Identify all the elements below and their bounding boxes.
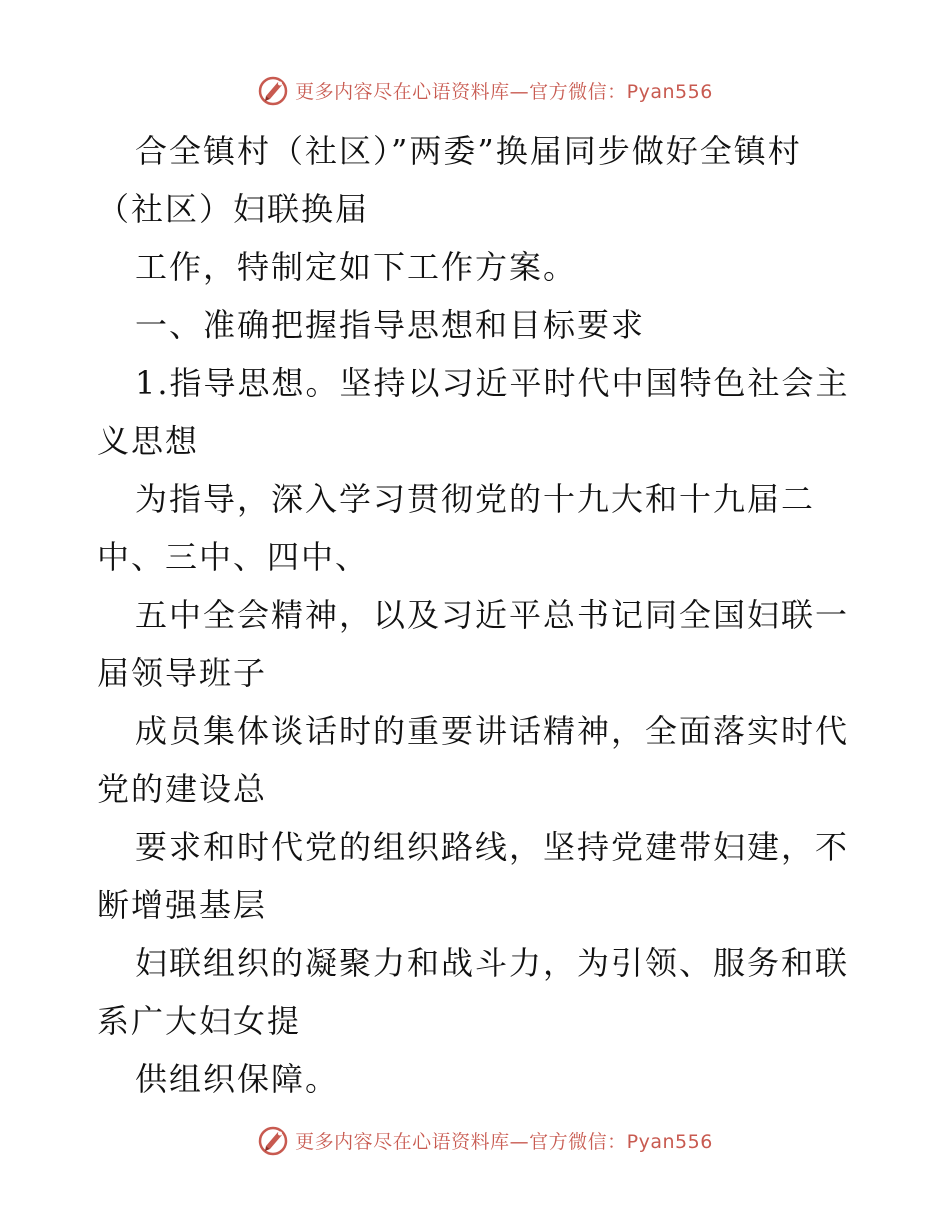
- document-line: 一、准确把握指导思想和目标要求: [135, 306, 646, 344]
- pen-logo-icon: [257, 1124, 289, 1156]
- document-line: 断增强基层: [97, 886, 268, 924]
- watermark-text: 更多内容尽在心语资料库—官方微信：Pyan556: [295, 1130, 713, 1153]
- footer-watermark: [0, 1120, 950, 1160]
- document-line: 成员集体谈话时的重要讲话精神，全面落实时代: [135, 712, 850, 750]
- document-line: 合全镇村（社区）”两委”换届同步做好全镇村: [135, 132, 802, 170]
- document-line: 党的建设总: [97, 770, 268, 808]
- header-watermark: [0, 70, 950, 110]
- document-line: 1.指导思想。坚持以习近平时代中国特色社会主: [135, 364, 850, 402]
- document-line: 届领导班子: [97, 654, 268, 692]
- document-line: 妇联组织的凝聚力和战斗力，为引领、服务和联: [135, 944, 850, 982]
- document-line: 工作，特制定如下工作方案。: [135, 248, 578, 286]
- document-line: （社区）妇联换届: [97, 190, 370, 228]
- document-line: 五中全会精神，以及习近平总书记同全国妇联一: [135, 596, 850, 634]
- document-body: [97, 122, 857, 1108]
- document-line: 要求和时代党的组织路线，坚持党建带妇建，不: [135, 828, 850, 866]
- document-line: 为指导，深入学习贯彻党的十九大和十九届二: [135, 480, 816, 518]
- document-line: 义思想: [97, 422, 200, 460]
- document-line: 供组织保障。: [135, 1060, 340, 1098]
- document-line: 系广大妇女提: [97, 1002, 302, 1040]
- pen-logo-icon: [257, 74, 289, 106]
- watermark-text: 更多内容尽在心语资料库—官方微信：Pyan556: [295, 80, 713, 103]
- document-line: 中、三中、四中、: [97, 538, 370, 576]
